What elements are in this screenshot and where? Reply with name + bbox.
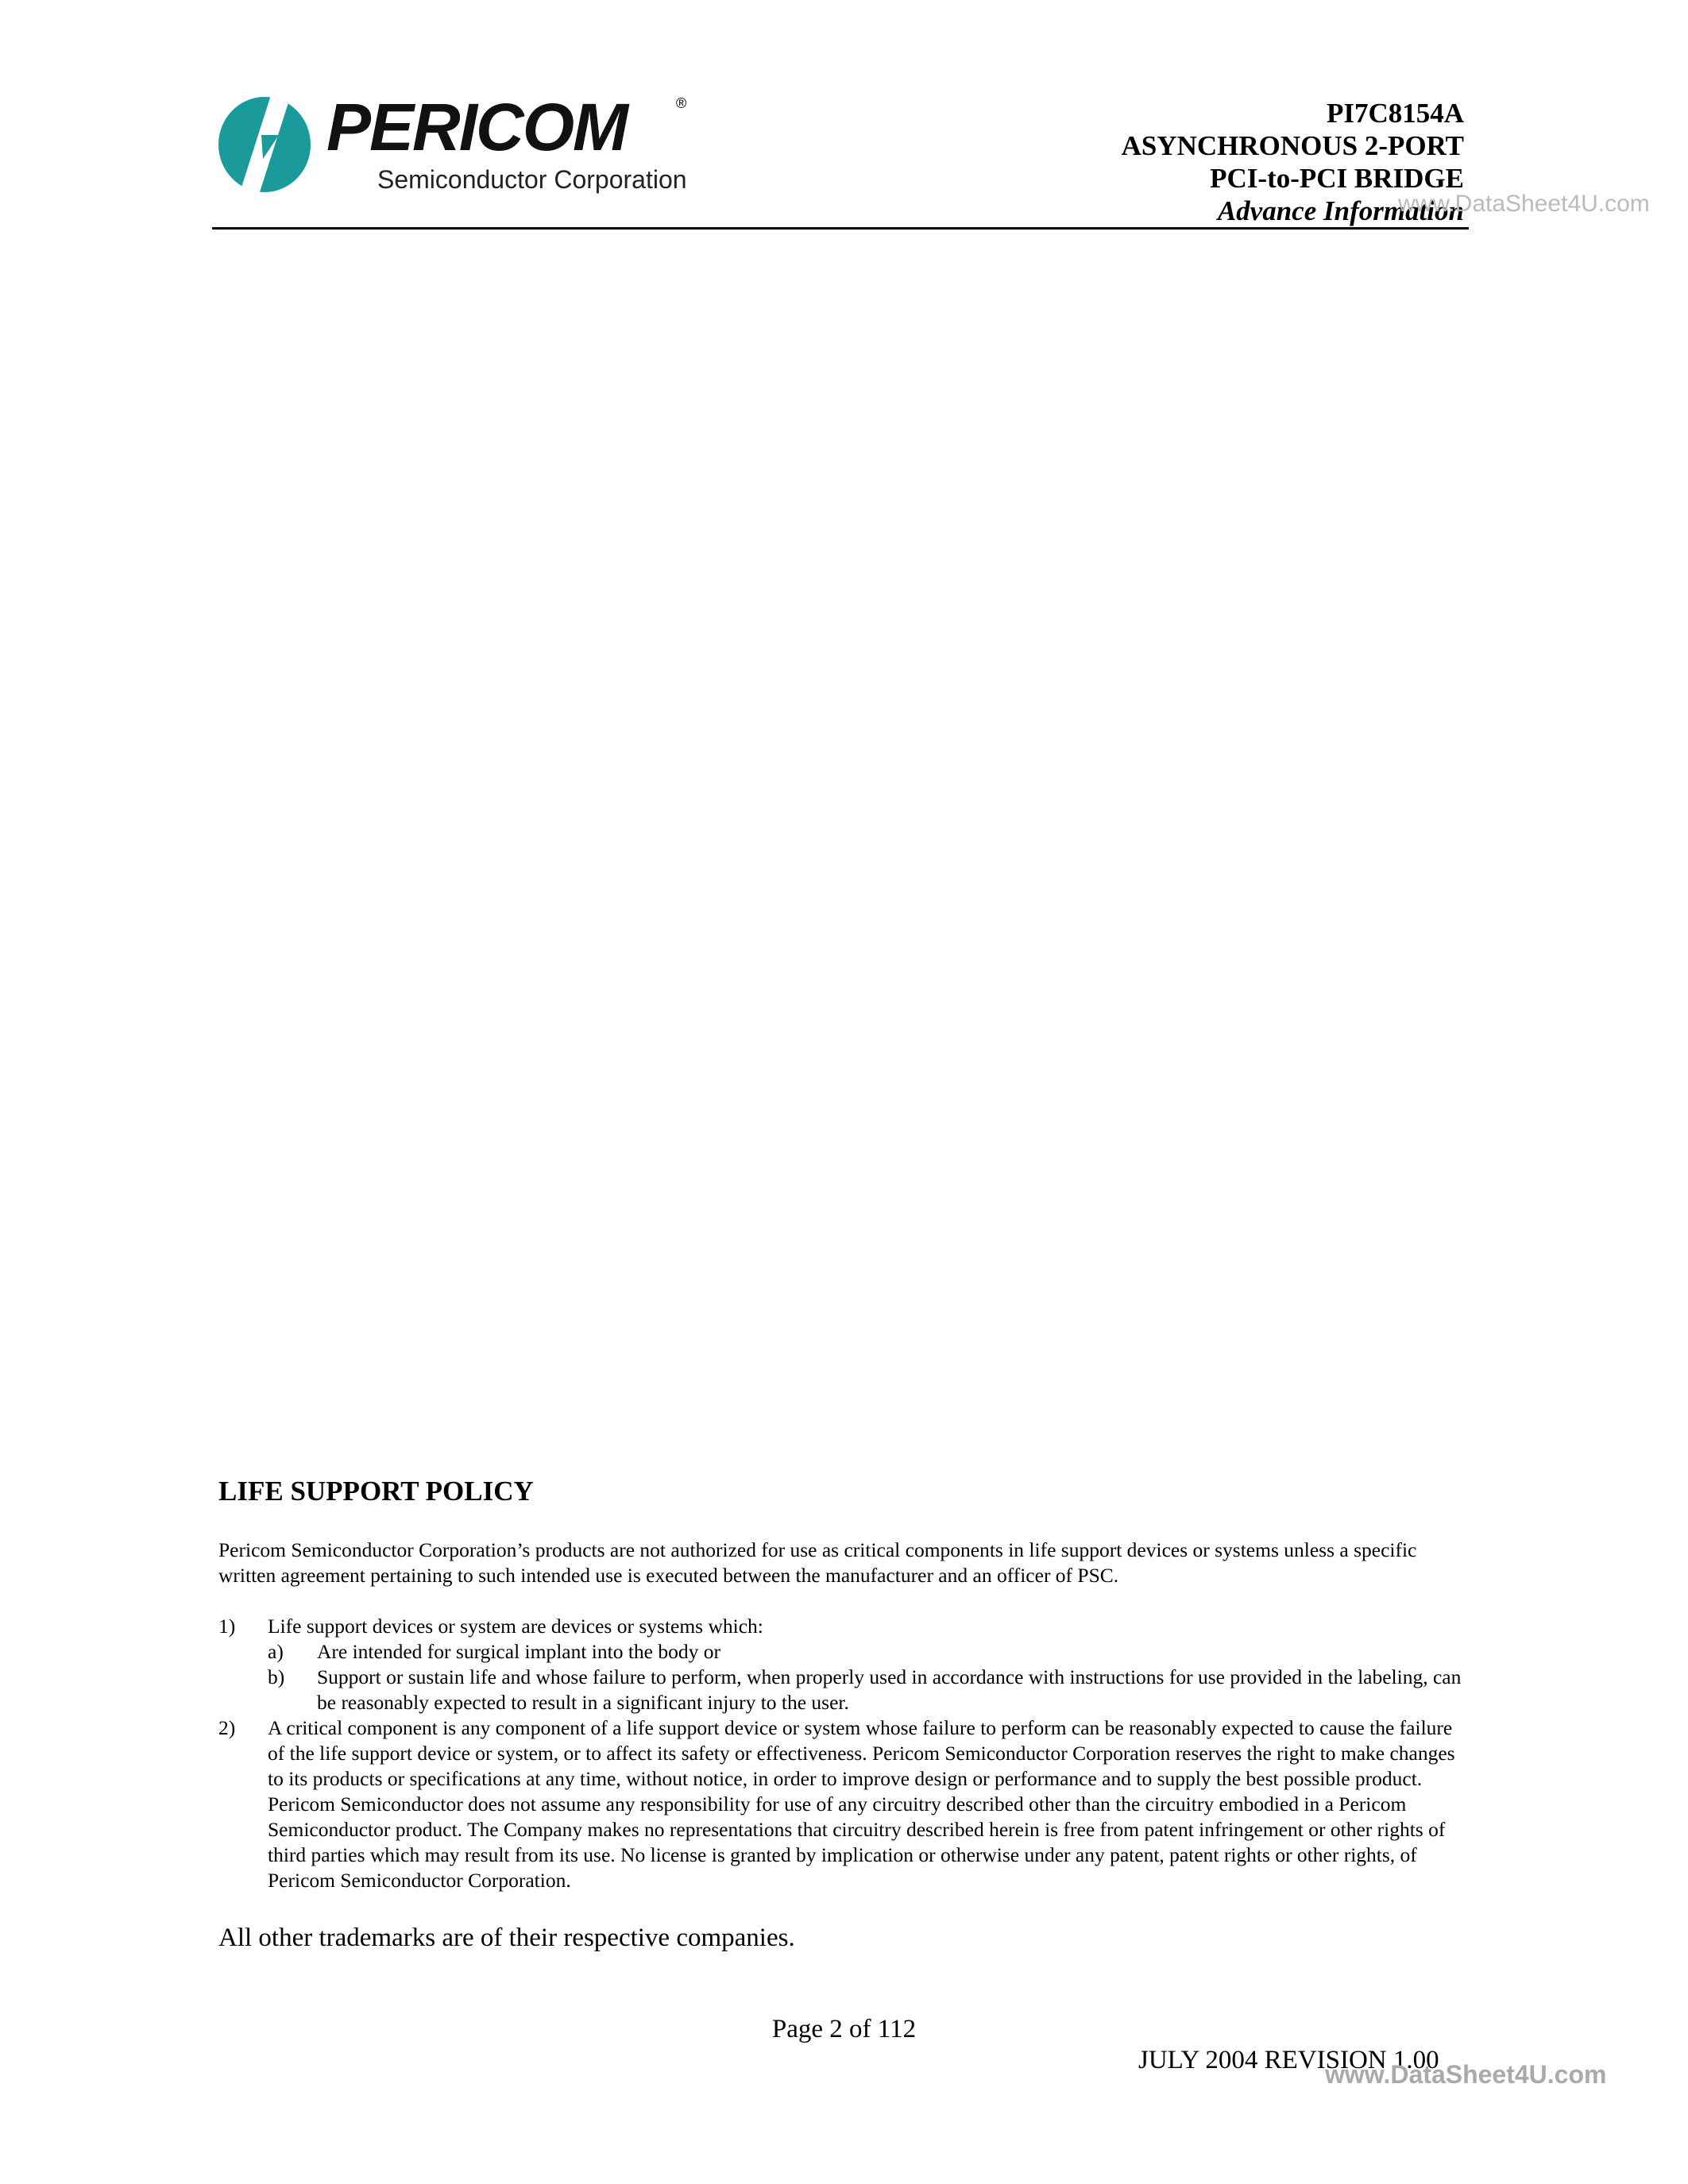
header-line-2: ASYNCHRONOUS 2-PORT — [1121, 130, 1464, 161]
watermark-top: www.DataSheet4U.com — [1398, 191, 1650, 217]
list-item — [218, 1715, 1470, 1893]
sub-list-item — [268, 1665, 1470, 1715]
policy-intro: Pericom Semiconductor Corporation’s products are not authorized for use as critical components in life support devices or systems unless a specific written agreement pertaining to such intended use is executed between the manufacturer and an officer of PSC. — [218, 1538, 1417, 1587]
logo-wordmark: PERICOM — [326, 90, 628, 164]
registered-mark: ® — [676, 95, 687, 111]
policy-body — [218, 1538, 1470, 1893]
list-letter: b) — [268, 1665, 285, 1688]
sub-list-item — [268, 1639, 1470, 1665]
list-letter: a) — [268, 1640, 284, 1663]
policy-heading: LIFE SUPPORT POLICY — [218, 1476, 534, 1507]
list-text: Support or sustain life and whose failure to perform, when properly used in accordance with instructions for use provided in the labeling, can be reasonably expected to result in a significant injury to the user. — [317, 1665, 1462, 1714]
header-rule — [212, 227, 1469, 230]
list-text: A critical component is any component of a life support device or system whose failure to perform can be reasonably expected to cause the failure of the life support device or system, or to affect its safety or effectiveness. Pericom Semiconductor Corporation reserves the right to make changes to its products or specifications at any time, without notice, in order to improve design or performance and to supply the best possible product. Pericom Semiconductor does not assume any responsibility for use of any circuitry described other than the circuitry embodied in a Pericom Semiconductor product. The Company makes no representations that circuitry described herein is free from patent infringement or other rights of third parties which may result from its use. No license is granted by implication or otherwise under any patent, patent rights or other rights, of Pericom Semiconductor Corporation. — [268, 1716, 1455, 1892]
header-line-3: PCI-to-PCI BRIDGE — [1210, 163, 1464, 194]
pericom-swoosh-icon — [215, 95, 323, 195]
part-number: PI7C8154A — [1326, 98, 1464, 129]
trademark-notice: All other trademarks are of their respective companies. — [218, 1924, 795, 1952]
list-text: Life support devices or system are devices or systems which: — [268, 1615, 763, 1638]
page-number: Page 2 of 112 — [771, 2015, 917, 2043]
list-item — [218, 1614, 1470, 1715]
list-text: Are intended for surgical implant into the body or — [317, 1640, 720, 1663]
watermark-bottom: www.DataSheet4U.com — [1325, 2060, 1607, 2089]
list-number: 2) — [218, 1716, 236, 1739]
logo-subtitle: Semiconductor Corporation — [377, 165, 687, 194]
pericom-logo — [215, 90, 692, 199]
revision: JULY 2004 REVISION 1.00 — [1138, 2046, 1439, 2074]
header-status: Advance Information — [1217, 195, 1464, 226]
list-number: 1) — [218, 1615, 236, 1638]
